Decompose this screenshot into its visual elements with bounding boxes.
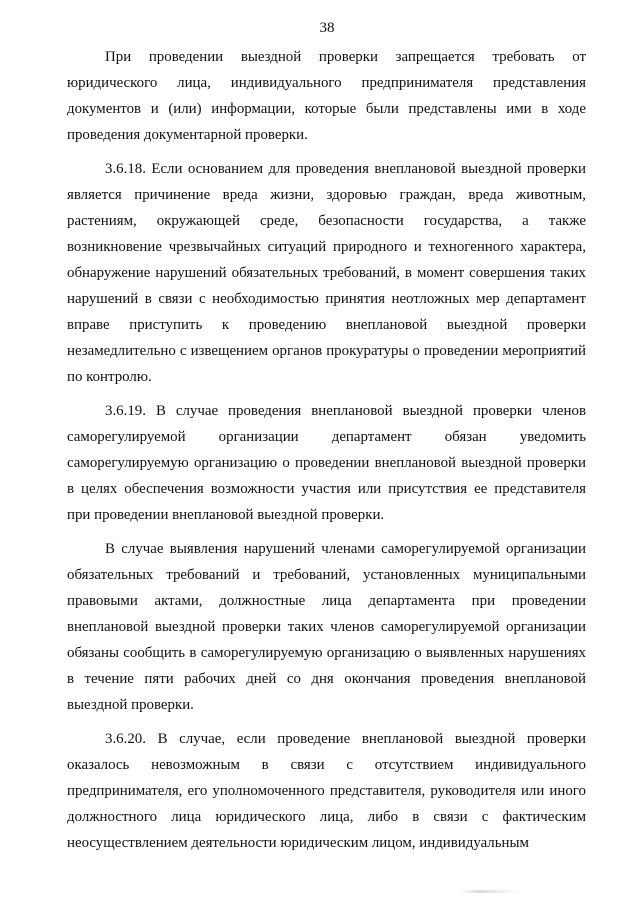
paragraph-3-6-18: 3.6.18. Если основанием для проведения внеплановой выездной проверки является причинение вреда жизни, здоровью граждан, вреда животным, растениям, окружающей среде, безопасности государства, а также возникновение чрезвычайных ситуаций природного и техногенного характера, обнаружение нарушений обязательных требований, в момент совершения таких нарушений в связи с необходимостью принятия неотложных мер департамент вправе приступить к проведению внеплановой выездной проверки незамедлительно с извещением органов прокуратуры о проведении мероприятий по контролю. bbox=[67, 161, 586, 385]
scan-artifact bbox=[460, 890, 522, 893]
document-body bbox=[67, 44, 586, 864]
paragraph-document-submission-ban: При проведении выездной проверки запрещается требовать от юридического лица, индивидуального предпринимателя представления документов и (или) информации, которые были представлены ими в ходе проведения документарной проверки. bbox=[67, 49, 586, 143]
paragraph-3-6-19: 3.6.19. В случае проведения внеплановой выездной проверки членов саморегулируемой организации департамент обязан уведомить саморегулируемую организацию о проведении внеплановой выездной проверки в целях обеспечения возможности участия или присутствия ее представителя при проведении внеплановой выездной проверки. bbox=[67, 403, 586, 523]
paragraph-3-6-20: 3.6.20. В случае, если проведение внеплановой выездной проверки оказалось невозможным в связи с отсутствием индивидуального предпринимателя, его уполномоченного представителя, руководителя или иного должностного лица юридического лица, либо в связи с фактическим неосуществлением деятельности юридическим лицом, индивидуальным bbox=[67, 731, 586, 851]
paragraph-violations-notification: В случае выявления нарушений членами саморегулируемой организации обязательных требований и требований, установленных муниципальными правовыми актами, должностные лица департамента при проведении внеплановой выездной проверки таких членов саморегулируемой организации обязаны сообщить в саморегулируемую организацию о выявленных нарушениях в течение пяти рабочих дней со дня окончания проведения внеплановой выездной проверки. bbox=[67, 541, 586, 713]
page-number: 38 bbox=[319, 20, 335, 36]
